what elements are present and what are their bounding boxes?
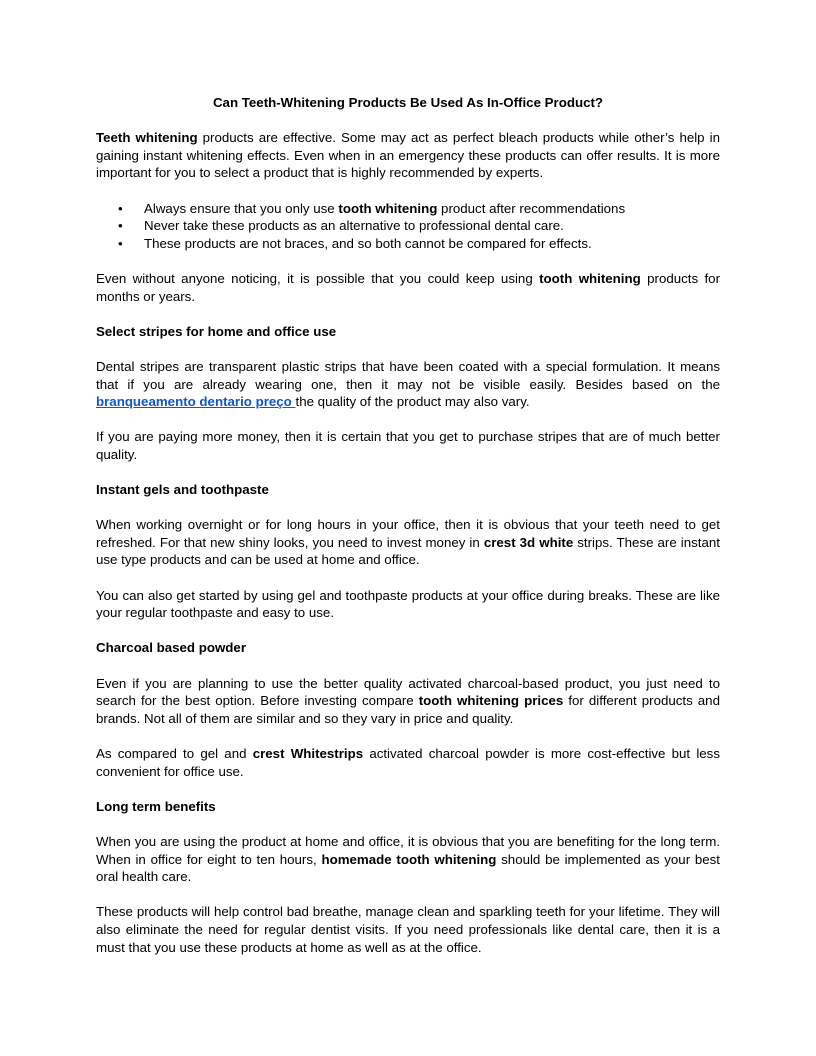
paragraph-text-end: the quality of the product may also vary. — [295, 394, 530, 410]
paragraph-bold: homemade tooth whitening — [321, 851, 497, 867]
page-title: Can Teeth-Whitening Products Be Used As In-Office Product? — [212, 95, 604, 110]
paragraph-text: As compared to gel and — [96, 745, 253, 761]
paragraph-text: Even if you are planning to use the better quality activated charcoal-based product, you just need to search for the best option. Before investing compare — [96, 675, 720, 709]
paragraph-bold: tooth whitening prices — [418, 693, 564, 709]
paragraph-text-end: strips. These are instant use type products and can be used at home and office. — [96, 534, 720, 568]
paragraph-text: When working overnight or for long hours in your office, then it is obvious that your teeth need to get refreshed. For that new shiny looks, you need to invest money in — [96, 517, 720, 550]
paragraph-text: Dental stripes are transparent plastic strips that have been coated with a special formulation. It means that if you are already wearing one, then it may not be visible easily. Besides based on the — [96, 358, 720, 392]
bullet-marker: • — [118, 200, 123, 216]
benefits-paragraph-1 — [96, 833, 720, 886]
section-heading-stripes: Select stripes for home and office use — [96, 323, 337, 339]
paragraph-text-end: activated charcoal powder is more cost-effective but less convenient for office use. — [96, 745, 720, 779]
charcoal-paragraph-2 — [96, 745, 720, 780]
list-item — [118, 235, 720, 253]
benefits-paragraph-2: These products will help control bad breathe, manage clean and sparkling teeth for your lifetime. They will also eliminate the need for regular dentist visits. If you need professionals like dental care, then it is a must that you use these products at home as well as at the office. — [96, 904, 720, 955]
paragraph-bold: crest Whitestrips — [252, 745, 364, 761]
list-item — [118, 217, 720, 235]
bullet-list — [96, 200, 720, 253]
branqueamento-link[interactable]: branqueamento dentario preço — [96, 394, 296, 410]
bullet-marker: • — [118, 218, 123, 234]
intro-bold-lead: Teeth whitening — [96, 130, 198, 146]
section-heading-gels: Instant gels and toothpaste — [96, 482, 269, 498]
bullet-text-end: product after recommendations — [437, 200, 626, 216]
months-paragraph — [96, 270, 720, 305]
list-item — [118, 200, 720, 218]
stripes-paragraph-2: If you are paying more money, then it is certain that you get to purchase stripes that are of much better quality. — [96, 429, 720, 462]
paragraph-text-end: products for months or years. — [96, 270, 721, 304]
paragraph-text: Even without anyone noticing, it is possible that you could keep using — [96, 270, 540, 286]
charcoal-paragraph-1 — [96, 675, 720, 728]
paragraph-text-end: for different products and brands. Not all of them are similar and so they vary in price and quality. — [96, 693, 720, 726]
bullet-marker: • — [118, 235, 123, 251]
stripes-paragraph-1 — [96, 358, 720, 411]
bullet-text: Never take these products as an alternative to professional dental care. — [144, 218, 564, 234]
section-heading-charcoal: Charcoal based powder — [96, 640, 246, 656]
gels-paragraph-2: You can also get started by using gel and toothpaste products at your office during breaks. These are like your regular toothpaste and easy to use. — [96, 587, 720, 621]
bullet-bold: tooth whitening — [338, 200, 438, 216]
paragraph-text-end: should be implemented as your best oral health care. — [96, 851, 721, 885]
gels-paragraph-1 — [96, 516, 720, 569]
intro-paragraph — [96, 129, 720, 182]
paragraph-text: When you are using the product at home and office, it is obvious that you are benefiting for the long term. When in office for eight to ten hours, — [96, 833, 720, 867]
intro-text: products are effective. Some may act as perfect bleach products while other’s help in gaining instant whitening effects. Even when in an emergency these products can offer results. It is more important for you to select a product that is highly recommended by experts. — [96, 130, 720, 181]
bullet-text: These products are not braces, and so both cannot be compared for effects. — [144, 235, 592, 251]
section-heading-benefits: Long term benefits — [96, 798, 216, 814]
paragraph-bold: tooth whitening — [539, 270, 641, 286]
bullet-text: Always ensure that you only use — [144, 200, 339, 216]
paragraph-bold: crest 3d white — [483, 534, 574, 550]
